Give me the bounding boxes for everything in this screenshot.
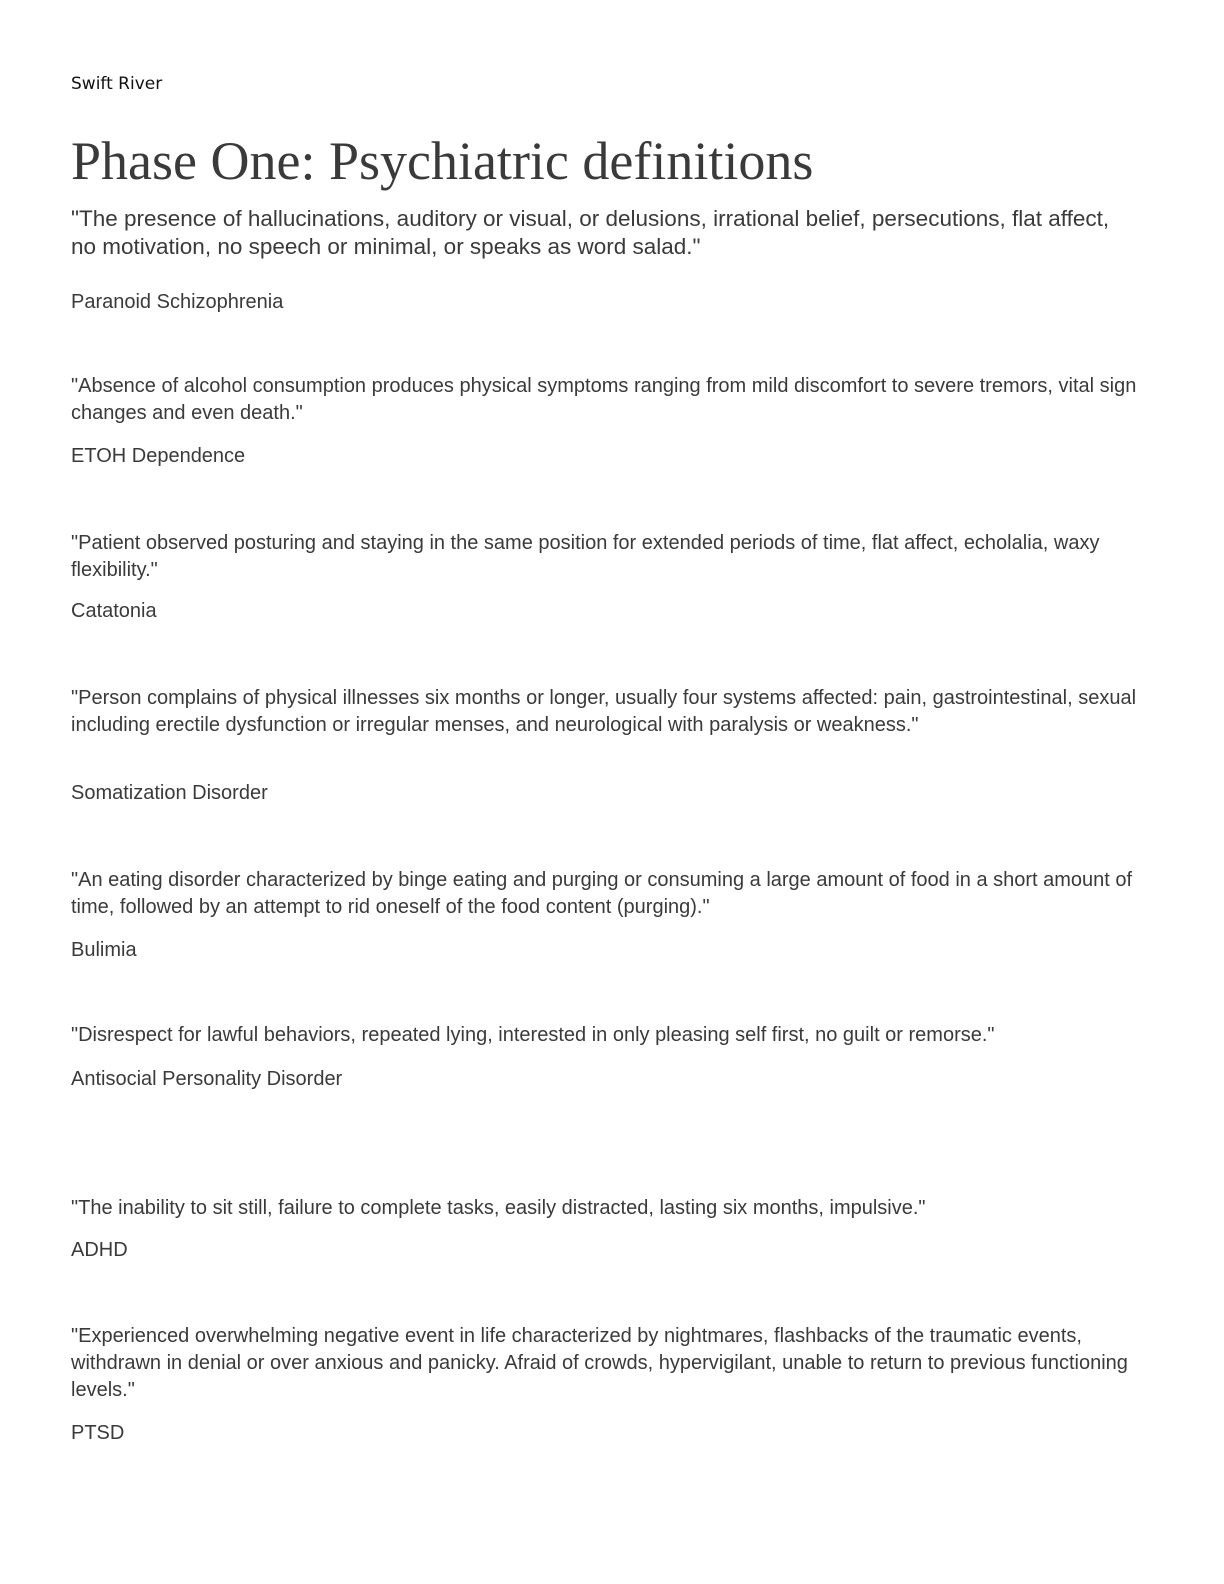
term-label: Bulimia [71,939,137,961]
term-label: Paranoid Schizophrenia [71,291,284,313]
definition-text: "Patient observed posturing and staying in the same position for extended periods of time, flat affect, echolalia, waxy flexibility." [71,532,1100,581]
definition-text: "The presence of hallucinations, auditory or visual, or delusions, irrational belief, persecutions, flat affect, no motivation, no speech or minimal, or speaks as word salad." [71,206,1110,259]
definition-text: "Experienced overwhelming negative event in life characterized by nightmares, flashbacks of the traumatic events, withdrawn in denial or over anxious and panicky. Afraid of crowds, hypervigilant, unable to return to previous functioning levels." [71,1325,1128,1401]
page-title: Phase One: Psychiatric definitions [71,131,814,191]
term-label: PTSD [71,1422,125,1444]
term-label: Somatization Disorder [71,782,268,804]
definition-text: "An eating disorder characterized by binge eating and purging or consuming a large amount of food in a short amount of time, followed by an attempt to rid oneself of the food content (purging)." [71,869,1133,918]
definition-text: "Absence of alcohol consumption produces physical symptoms ranging from mild discomfort to severe tremors, vital sign changes and even death." [71,375,1137,424]
definition-text: "Disrespect for lawful behaviors, repeated lying, interested in only pleasing self first, no guilt or remorse." [71,1024,995,1046]
definition-text: "The inability to sit still, failure to complete tasks, easily distracted, lasting six months, impulsive." [71,1197,926,1219]
document-header: Swift River [71,74,163,94]
term-label: Antisocial Personality Disorder [71,1068,343,1090]
term-label: ETOH Dependence [71,445,246,467]
term-label: ADHD [71,1239,128,1261]
term-label: Catatonia [71,600,157,622]
definition-text: "Person complains of physical illnesses six months or longer, usually four systems affected: pain, gastrointestinal, sexual including erectile dysfunction or irregular menses, and neurological with paralysis or weakness." [71,687,1137,736]
